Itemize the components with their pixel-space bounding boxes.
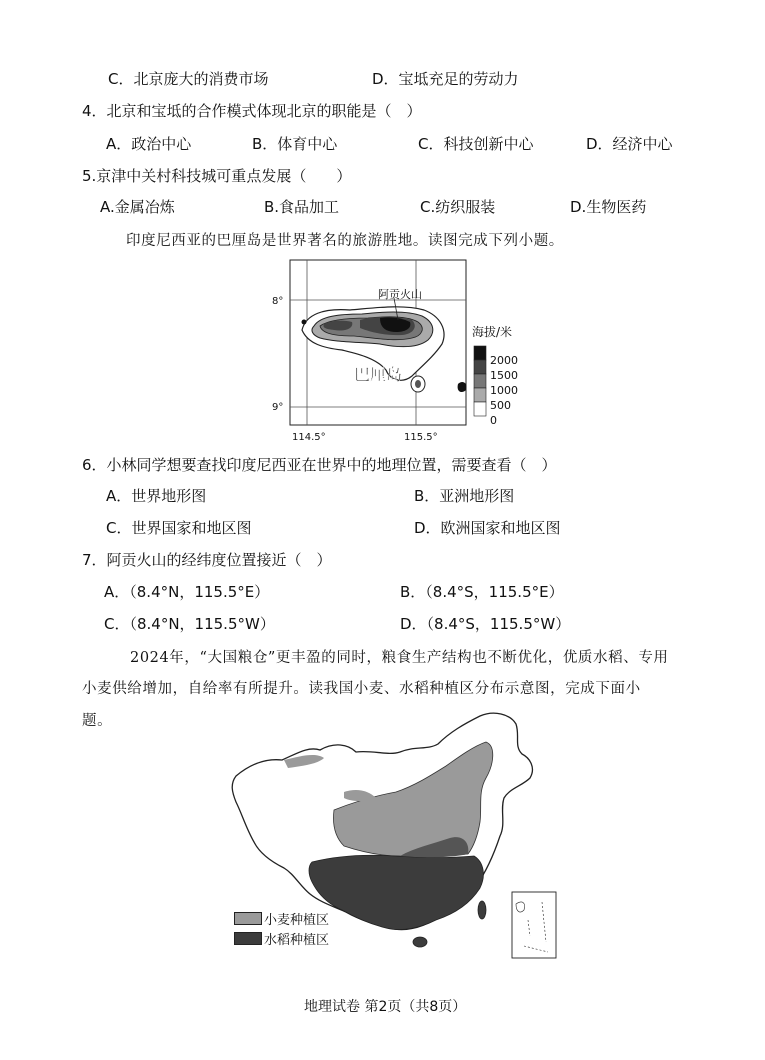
legend-value-0: 0 [490, 414, 497, 427]
rice-region [309, 855, 483, 929]
legend-value-1500: 1500 [490, 369, 518, 382]
grain-intro-line3: 题。 [82, 713, 113, 729]
lat-label-9: 9° [272, 402, 284, 413]
q5-option-c: C.纺织服装 [420, 198, 496, 216]
lat-label-8: 8° [272, 296, 284, 307]
legend-swatch-1500 [474, 360, 486, 374]
q6-option-b: B．亚洲地形图 [414, 487, 515, 505]
q5-stem: 5.京津中关村科技城可重点发展（ ） [82, 167, 352, 185]
legend-rice-swatch [234, 932, 262, 945]
bali-island-label: 巴厘岛 [354, 365, 403, 384]
q5-option-a: A.金属冶炼 [100, 198, 175, 216]
q7-stem: 7．阿贡火山的经纬度位置接近（ ） [82, 551, 332, 569]
page-footer: 地理试卷 第2页（共8页） [304, 999, 467, 1015]
legend-value-2000: 2000 [490, 354, 518, 367]
q5-option-d: D.生物医药 [570, 198, 647, 216]
q5-option-b: B.食品加工 [264, 198, 340, 216]
q4-option-b: B．体育中心 [252, 135, 338, 153]
q6-option-a: A．世界地形图 [106, 487, 207, 505]
legend-value-1000: 1000 [490, 384, 518, 397]
q3-option-d: D．宝坻充足的劳动力 [372, 70, 519, 88]
q7-option-d: D．（8.4°S，115.5°W） [400, 615, 571, 633]
grain-intro-line2: 小麦供给增加，自给率有所提升。读我国小麦、水稻种植区分布示意图，完成下面小 [82, 681, 641, 697]
bali-intro-text: 印度尼西亚的巴厘岛是世界著名的旅游胜地。读图完成下列小题。 [126, 233, 564, 249]
q3-option-c: C．北京庞大的消费市场 [108, 70, 269, 88]
legend-swatch-2000 [474, 346, 486, 360]
q6-stem: 6．小林同学想要查找印度尼西亚在世界中的地理位置，需要查看（ ） [82, 456, 557, 474]
legend-wheat-label: 小麦种植区 [264, 913, 330, 928]
lon-label-1145: 114.5° [292, 432, 326, 443]
grain-intro-line1: 2024年，“大国粮仓”更丰盈的同时，粮食生产结构也不断优化，优质水稻、专用 [130, 650, 669, 666]
elevation-legend-title: 海拔/米 [472, 325, 513, 339]
q7-option-a: A．（8.4°N，115.5°E） [104, 583, 270, 601]
legend-value-500: 500 [490, 399, 511, 412]
legend-rice [234, 929, 329, 948]
q4-option-c: C．科技创新中心 [418, 135, 534, 153]
q4-stem: 4．北京和宝坻的合作模式体现北京的职能是（ ） [82, 102, 422, 120]
lon-label-1155: 115.5° [404, 432, 438, 443]
legend-swatch-0 [474, 402, 486, 416]
q7-option-c: C．（8.4°N，115.5°W） [104, 615, 275, 633]
legend-swatch-1000 [474, 374, 486, 388]
bali-map [262, 258, 518, 448]
agung-volcano-label: 阿贡火山 [378, 288, 422, 301]
legend-rice-label: 水稻种植区 [264, 933, 330, 948]
q6-option-c: C．世界国家和地区图 [106, 519, 252, 537]
elevation-legend-bar [474, 346, 486, 416]
legend-wheat [234, 909, 329, 928]
q7-option-b: B．（8.4°S，115.5°E） [400, 583, 564, 601]
legend-swatch-500 [474, 388, 486, 402]
q4-option-d: D．经济中心 [586, 135, 673, 153]
legend-wheat-swatch [234, 912, 262, 925]
q6-option-d: D．欧洲国家和地区图 [414, 519, 561, 537]
q4-option-a: A．政治中心 [106, 135, 192, 153]
